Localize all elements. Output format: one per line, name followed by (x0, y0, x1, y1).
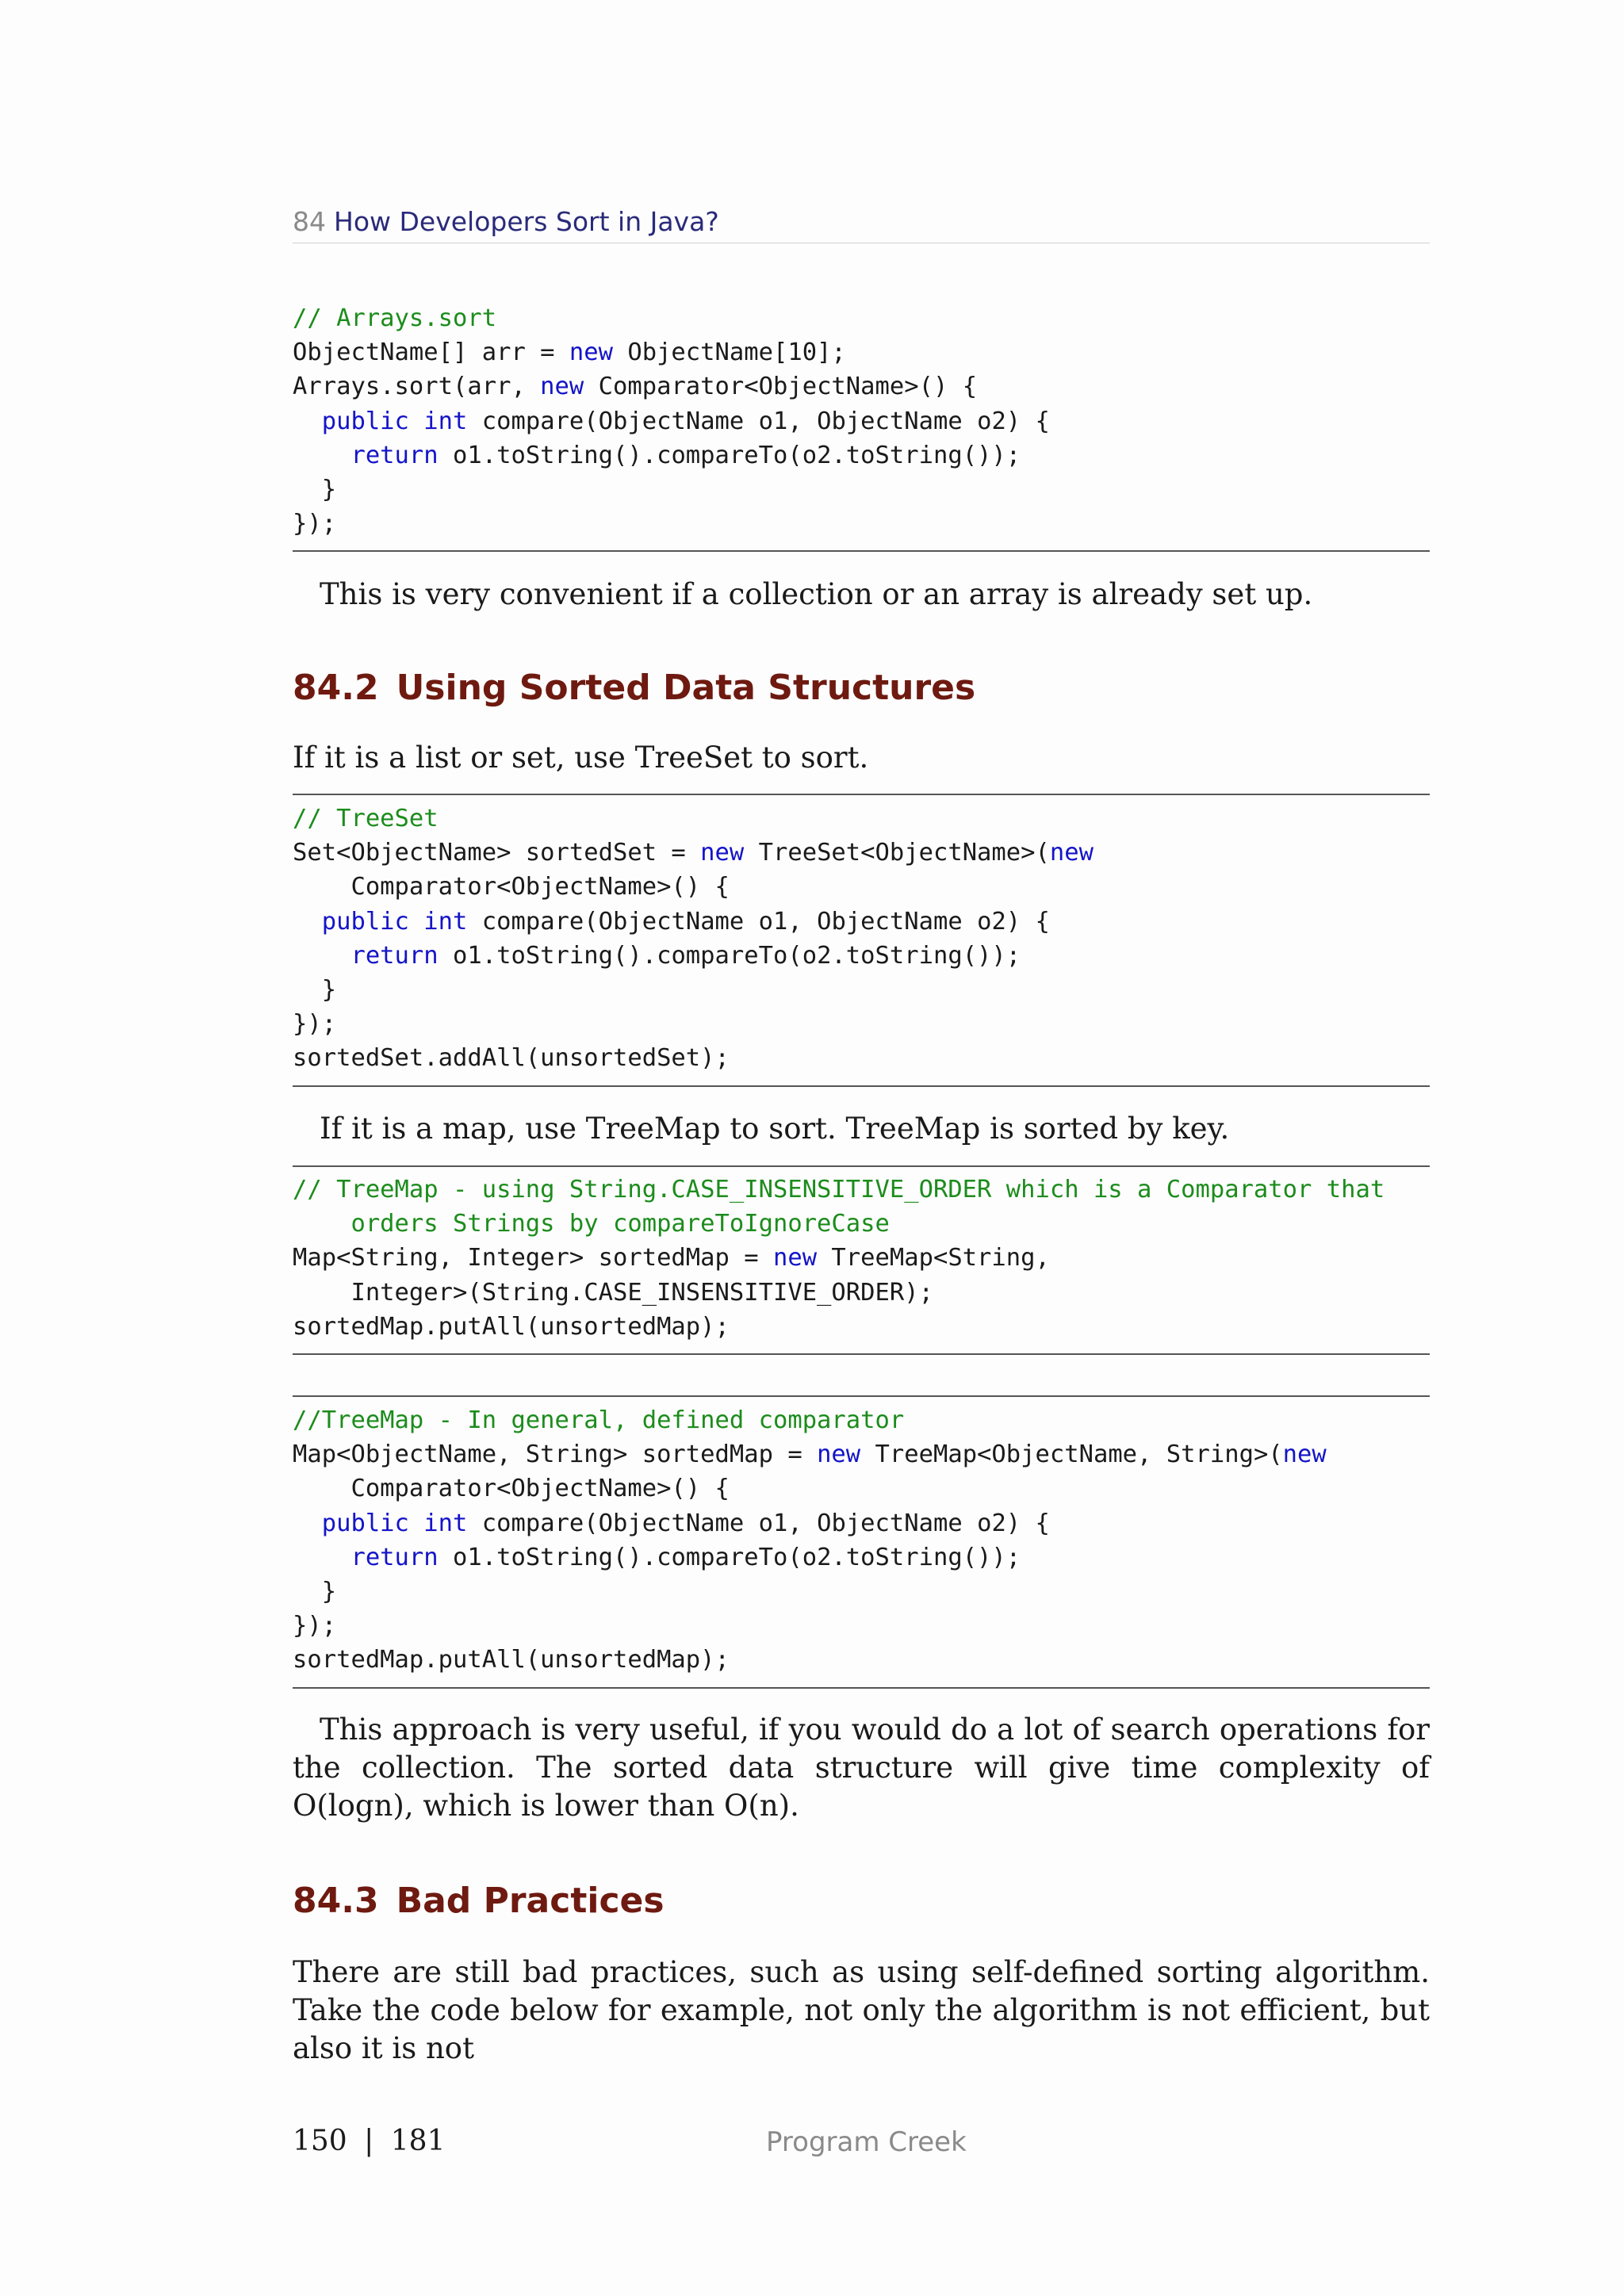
code-keyword: new (569, 339, 613, 367)
code-text: o1.toString().compareTo(o2.toString()); (438, 1543, 1021, 1571)
code-keyword: int (423, 1509, 468, 1537)
code-text: } (293, 975, 337, 1004)
code-line (293, 1403, 1430, 1437)
code-block-arrays-sort (293, 301, 1430, 541)
code-rule (293, 1687, 1430, 1689)
code-line (293, 404, 1430, 438)
paragraph-approach-useful: This approach is very useful, if you would do a lot of search operations for the collection. The sorted data structure will give time complexity of O(logn), which is lower than O(n). (293, 1712, 1430, 1823)
code-line (293, 1276, 1430, 1310)
code-rule (293, 1085, 1430, 1087)
code-block-treeset (293, 802, 1430, 1076)
code-keyword: new (1049, 839, 1094, 867)
code-comment: // Arrays.sort (293, 304, 497, 332)
code-keyword: return (350, 1543, 439, 1571)
code-line (293, 939, 1430, 973)
code-line (293, 369, 1430, 404)
section-title: Bad Practices (396, 1881, 665, 1921)
code-text (409, 408, 423, 435)
code-line (293, 1173, 1430, 1207)
code-rule (293, 1395, 1430, 1397)
code-text: ObjectName[] arr = (293, 339, 569, 367)
running-header (293, 205, 1430, 243)
code-text (293, 942, 350, 970)
code-text: sortedSet.addAll(unsortedSet); (293, 1044, 730, 1073)
code-line (293, 438, 1430, 473)
code-comment: //TreeMap - In general, defined comparator (293, 1406, 905, 1434)
code-block-treemap-case-insensitive (293, 1173, 1430, 1344)
code-line (293, 507, 1430, 541)
code-line (293, 1471, 1430, 1506)
code-comment: // TreeSet (293, 805, 439, 832)
code-rule (293, 794, 1430, 795)
code-text: }); (293, 1612, 337, 1640)
code-text (293, 908, 322, 936)
code-line (293, 1207, 1430, 1241)
code-text: Integer>(String.CASE_INSENSITIVE_ORDER); (293, 1278, 933, 1307)
code-line (293, 1007, 1430, 1041)
section-number: 84.2 (293, 668, 379, 708)
code-keyword: return (350, 941, 439, 970)
code-line (293, 973, 1430, 1007)
code-line (293, 1310, 1430, 1344)
code-block-treemap-comparator (293, 1403, 1430, 1678)
code-text: Comparator<ObjectName>() { (584, 373, 978, 401)
code-keyword: new (1282, 1441, 1327, 1469)
section-heading-bad-practices (293, 1879, 665, 1923)
code-text: compare(ObjectName o1, ObjectName o2) { (467, 907, 1050, 936)
paragraph-treeset-intro: If it is a list or set, use TreeSet to sort. (293, 740, 869, 775)
footer-separator: | (364, 2125, 374, 2157)
code-text: Comparator<ObjectName>() { (293, 873, 730, 901)
code-line (293, 335, 1430, 369)
code-text: Arrays.sort(arr, (293, 373, 541, 401)
code-keyword: new (772, 1244, 818, 1272)
header-chapter-title: How Developers Sort in Java? (334, 206, 719, 237)
code-text: Map<ObjectName, String> sortedMap = (293, 1441, 818, 1469)
code-line (293, 1437, 1430, 1471)
code-text: compare(ObjectName o1, ObjectName o2) { (467, 407, 1050, 435)
code-text: } (293, 475, 337, 503)
paragraph-treemap-intro: If it is a map, use TreeMap to sort. TreeMap is sorted by key. (320, 1112, 1230, 1146)
section-title: Using Sorted Data Structures (396, 668, 976, 708)
code-text (293, 1510, 322, 1537)
code-text: o1.toString().compareTo(o2.toString()); (438, 441, 1021, 469)
paragraph-bad-practices: There are still bad practices, such as using self-defined sorting algorithm. Take the code below for example, not only the algorithm is not efficient, but also it is not (293, 1955, 1430, 2065)
code-keyword: int (423, 407, 468, 435)
code-text (409, 1510, 423, 1537)
code-keyword: public (321, 907, 409, 936)
code-line (293, 1575, 1430, 1609)
code-text (293, 1544, 350, 1571)
code-keyword: int (423, 907, 468, 936)
code-keyword: new (700, 839, 745, 867)
code-line (293, 1241, 1430, 1275)
code-line (293, 905, 1430, 939)
code-text: ObjectName[10]; (612, 339, 846, 367)
code-line (293, 1540, 1430, 1575)
code-text: sortedMap.putAll(unsortedMap); (293, 1312, 730, 1341)
code-text: TreeMap<String, (817, 1244, 1050, 1272)
code-keyword: public (321, 1509, 409, 1537)
code-text: } (293, 1577, 337, 1605)
code-comment: // TreeMap - using String.CASE_INSENSITIVE_ORDER which is a Comparator that (293, 1176, 1385, 1203)
code-rule (293, 1353, 1430, 1355)
code-text: compare(ObjectName o1, ObjectName o2) { (467, 1509, 1050, 1537)
code-text: TreeSet<ObjectName>( (744, 839, 1050, 867)
code-line (293, 1609, 1430, 1643)
code-text: TreeMap<ObjectName, String>( (860, 1441, 1283, 1469)
code-text: o1.toString().compareTo(o2.toString()); (438, 941, 1021, 970)
footer-total-pages: 181 (390, 2125, 446, 2157)
code-text: sortedMap.putAll(unsortedMap); (293, 1646, 730, 1674)
footer-publisher: Program Creek (766, 2126, 967, 2158)
code-text (293, 442, 350, 469)
code-comment: orders Strings by compareToIgnoreCase (293, 1210, 890, 1238)
code-text: }); (293, 510, 337, 538)
code-keyword: return (350, 441, 439, 469)
footer-page-count (293, 2125, 445, 2157)
code-line (293, 1506, 1430, 1540)
code-keyword: new (817, 1441, 861, 1469)
code-text: }); (293, 1010, 337, 1039)
code-text (409, 908, 423, 936)
code-text: Comparator<ObjectName>() { (293, 1475, 730, 1503)
code-rule (293, 550, 1430, 552)
code-line (293, 836, 1430, 870)
section-heading-sorted-structures (293, 666, 975, 710)
code-line (293, 1643, 1430, 1677)
code-line (293, 1041, 1430, 1075)
code-text (293, 408, 322, 435)
header-chapter-number: 84 (293, 206, 326, 237)
paragraph-convenient: This is very convenient if a collection or an array is already set up. (320, 577, 1313, 611)
code-keyword: new (540, 373, 584, 401)
code-text: Set<ObjectName> sortedSet = (293, 839, 701, 867)
section-number: 84.3 (293, 1881, 379, 1921)
code-line (293, 802, 1430, 836)
code-text: Map<String, Integer> sortedMap = (293, 1244, 773, 1272)
code-line (293, 473, 1430, 507)
code-line (293, 870, 1430, 904)
code-line (293, 301, 1430, 335)
code-rule (293, 1165, 1430, 1167)
code-keyword: public (321, 407, 409, 435)
footer-page-number: 150 (293, 2125, 347, 2157)
